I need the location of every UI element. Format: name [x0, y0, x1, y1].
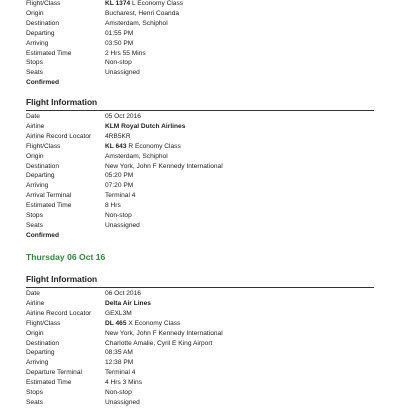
field-value: Unassigned [105, 221, 140, 229]
field-label: Destination [26, 19, 59, 27]
field-value: 03:50 PM [105, 39, 134, 47]
field-label: Arriving [26, 359, 49, 367]
field-value-emphasis: DL 465 [105, 319, 127, 327]
status-confirmed: Confirmed [26, 231, 59, 239]
status-confirmed: Confirmed [26, 79, 59, 87]
field-value: KL 643 R Economy Class [105, 142, 181, 150]
section-divider [26, 287, 374, 288]
field-label: Arriving [26, 182, 49, 190]
field-value: New York, John F Kennedy International [105, 162, 223, 170]
field-value: Unassigned [105, 398, 140, 406]
field-value: 05:20 PM [105, 172, 134, 180]
field-label: Destination [26, 339, 59, 347]
field-label: Airline Record Locator [26, 309, 92, 317]
field-label: Origin [26, 9, 44, 17]
field-label: Flight/Class [26, 142, 61, 150]
field-label: Departing [26, 349, 55, 357]
field-value: 8 Hrs [105, 202, 121, 210]
field-label: Stops [26, 389, 43, 396]
field-value-emphasis: KL 643 [105, 142, 127, 150]
field-value: 06 Oct 2016 [105, 290, 141, 297]
field-value: KL 1374 L Economy Class [105, 0, 184, 7]
field-label: Stops [26, 212, 43, 219]
field-value: 01:55 PM [105, 29, 134, 37]
field-label: Arrival Terminal [26, 192, 72, 200]
field-value: Amsterdam, Schiphol [105, 19, 168, 27]
field-label: Airline [26, 299, 45, 307]
field-value: Non-stop [105, 389, 132, 396]
field-label: Stops [26, 59, 43, 67]
field-value [105, 122, 185, 132]
field-value: Non-stop [105, 59, 132, 67]
field-label: Estimated Time [26, 202, 72, 210]
field-label: Estimated Time [26, 379, 72, 387]
field-value: Non-stop [105, 212, 132, 219]
field-label: Seats [26, 69, 43, 77]
section-divider [26, 110, 374, 111]
field-value: 2 Hrs 55 Mins [105, 49, 146, 57]
field-label: Departing [26, 172, 55, 180]
field-value: 12:38 PM [105, 359, 134, 367]
field-label: Origin [26, 329, 44, 337]
field-value: Bucharest, Henri Coanda [105, 9, 180, 17]
field-value: Unassigned [105, 69, 140, 77]
day-heading: Thursday 06 Oct 16 [26, 252, 106, 262]
field-value: Charlotte Amalie, Cyril E King Airport [105, 339, 213, 347]
field-label: Airline Record Locator [26, 132, 92, 140]
field-label: Arriving [26, 39, 49, 47]
field-value: 4 Hrs 3 Mins [105, 379, 143, 387]
field-value: Terminal 4 [105, 369, 136, 377]
field-label: Seats [26, 221, 43, 229]
field-value [105, 299, 151, 309]
field-label: Flight/Class [26, 0, 61, 7]
field-value: Terminal 4 [105, 192, 136, 200]
field-value: 07:20 PM [105, 182, 134, 190]
section-heading: Flight Information [26, 274, 98, 284]
field-value-emphasis: KL 1374 [105, 0, 131, 7]
field-value: GEXL3M [105, 309, 132, 317]
field-label: Departing [26, 29, 55, 37]
field-value-emphasis: KLM Royal Dutch Airlines [105, 122, 186, 130]
field-value: DL 465 X Economy Class [105, 319, 181, 327]
section-heading: Flight Information [26, 97, 98, 107]
field-label: Estimated Time [26, 49, 72, 57]
field-label: Destination [26, 162, 59, 170]
field-value: 08:35 AM [105, 349, 133, 357]
field-label: Airline [26, 122, 45, 130]
field-label: Seats [26, 398, 43, 406]
field-label: Date [26, 113, 40, 120]
field-value: 05 Oct 2016 [105, 113, 141, 120]
field-label: Flight/Class [26, 319, 61, 327]
field-value: 4RB5KR [105, 132, 131, 140]
field-label: Departure Terminal [26, 369, 82, 377]
field-label: Date [26, 290, 40, 297]
field-value: New York, John F Kennedy International [105, 329, 223, 337]
field-value-emphasis: Delta Air Lines [105, 299, 151, 307]
field-label: Origin [26, 152, 44, 160]
field-value: Amsterdam, Schiphol [105, 152, 168, 160]
